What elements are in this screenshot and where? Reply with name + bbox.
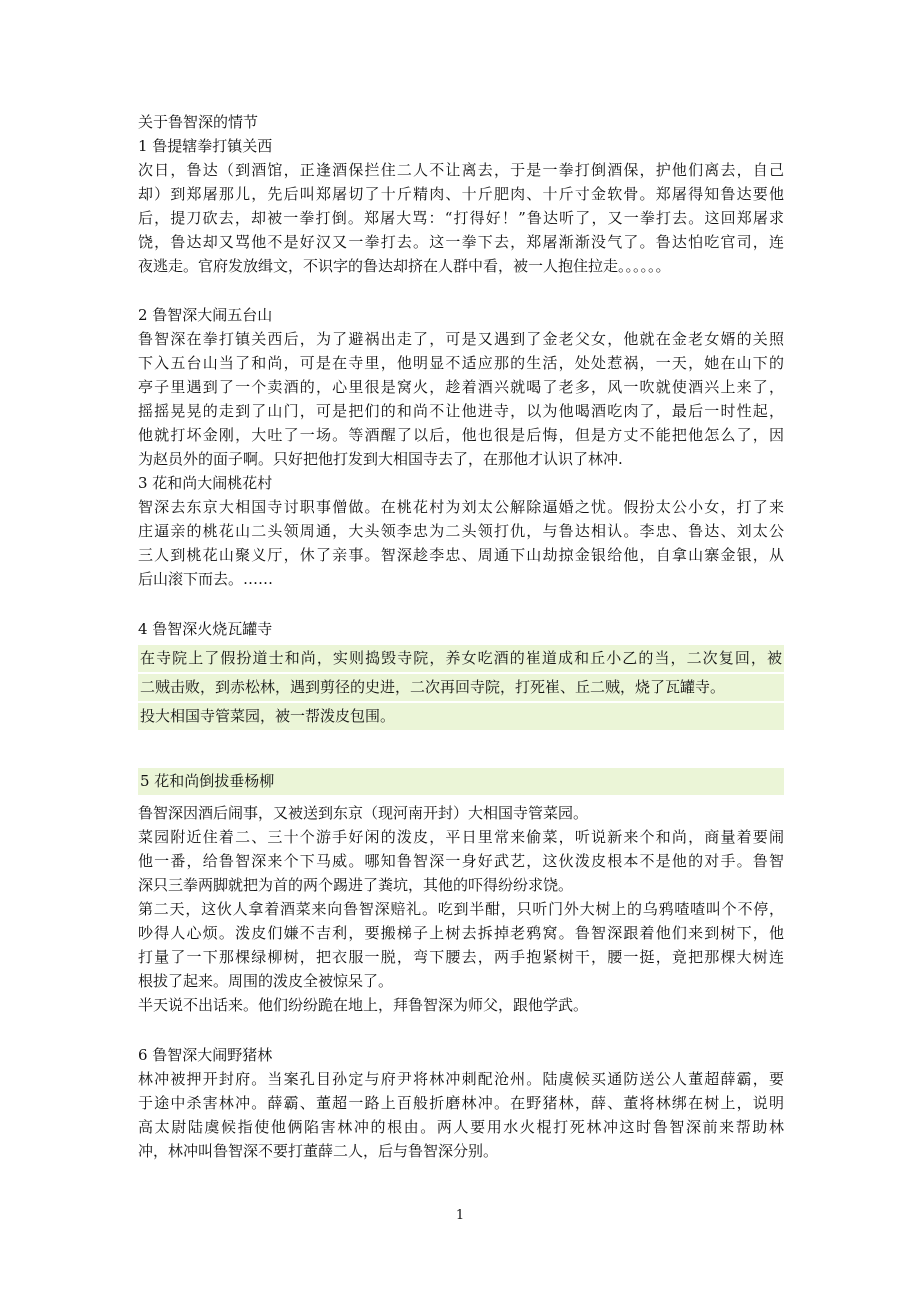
section-1: [138, 134, 784, 278]
paragraph-line: 第二天，这伙人拿着酒菜来向鲁智深赔礼。吃到半酣，只听门外大树上的乌鸦喳喳叫个不停，: [138, 900, 784, 918]
paragraph-line: 后山滚下而去。……: [138, 570, 274, 588]
paragraph-line: 他一番，给鲁智深来个下马威。哪知鲁智深一身好武艺，这伙泼皮根本不是他的对手。鲁智: [138, 852, 784, 870]
paragraph-line: 菜园附近住着二、三十个游手好闲的泼皮，平日里常来偷菜，听说新来个和尚，商量着要闹: [138, 828, 784, 846]
paragraph-line: 吵得人心烦。泼皮们嫌不吉利，要搬梯子上树去拆掉老鸦窝。鲁智深跟着他们来到树下，他: [138, 924, 784, 942]
paragraph-line: 夜逃走。官府发放缉文，不识字的鲁达却挤在人群中看，被一人抱住拉走。。。。。。: [138, 257, 671, 275]
paragraph-line: 为赵员外的面子啊。只好把他打发到大相国寺去了，在那他才认识了林冲.: [138, 450, 623, 468]
paragraph-line: 根拔了起来。周围的泼皮全被惊呆了。: [138, 972, 394, 990]
section-5: [138, 768, 784, 1017]
section-heading: 2 鲁智深大闹五台山: [138, 306, 273, 324]
paragraph-line: 三人到桃花山聚义厅，休了亲事。智深趁李忠、周通下山劫掠金银给他，自拿山寨金银，从: [138, 546, 784, 564]
paragraph-line: 冲，林冲叫鲁智深不要打董薛二人，后与鲁智深分别。: [138, 1142, 499, 1160]
document-title: 关于鲁智深的情节: [138, 113, 259, 131]
paragraph-line: 他就打坏金刚，大吐了一场。等酒醒了以后，他也很是后悔，但是方丈不能把他怎么了，因: [138, 426, 784, 444]
section-heading: 5 花和尚倒拔垂杨柳: [138, 768, 784, 795]
paragraph-line: 次日，鲁达（到酒馆，正逢酒保拦住二人不让离去，于是一拳打倒酒保，护他们离去，自己: [138, 161, 784, 179]
highlighted-line: 在寺院上了假扮道士和尚，实则捣毁寺院，养女吃酒的崔道成和丘小乙的当，二次复回，被: [138, 645, 784, 672]
highlighted-line: 投大相国寺管菜园，被一帮泼皮包围。: [138, 703, 784, 730]
paragraph-line: 摇摇晃晃的走到了山门，可是把们的和尚不让他进寺，以为他喝酒吃肉了，最后一时性起，: [138, 402, 784, 420]
paragraph-line: 庄逼亲的桃花山二头领周通，大头领李忠为二头领打仇，与鲁达相认。李忠、鲁达、刘太公: [138, 522, 784, 540]
section-6: [138, 1043, 784, 1163]
section-heading: 6 鲁智深大闹野猪林: [138, 1046, 273, 1064]
highlighted-line: 二贼击败，到赤松林，遇到剪径的史进，二次再回寺院，打死崔、丘二贼，烧了瓦罐寺。: [138, 674, 784, 701]
paragraph-line: 林冲被押开封府。当案孔目孙定与府尹将林冲刺配沧州。陆虞候买通防送公人董超薛霸，要: [138, 1070, 784, 1088]
paragraph-line: 打量了一下那棵绿柳树，把衣服一脱，弯下腰去，两手抱紧树干，腰一挺，竟把那棵大树连: [138, 948, 784, 966]
paragraph-line: 半天说不出话来。他们纷纷跪在地上，拜鲁智深为师父，跟他学武。: [138, 996, 589, 1014]
section-heading: 4 鲁智深火烧瓦罐寺: [138, 620, 273, 638]
section-3: [138, 471, 784, 591]
paragraph-line: 于途中杀害林冲。薛霸、董超一路上百般折磨林冲。在野猪林，薛、董将林绑在树上，说明: [138, 1094, 784, 1112]
paragraph-line: 饶，鲁达却又骂他不是好汉又一拳打去。这一拳下去，郑屠渐渐没气了。鲁达怕吃官司，连: [138, 233, 784, 251]
paragraph-line: 却）到郑屠那儿，先后叫郑屠切了十斤精肉、十斤肥肉、十斤寸金软骨。郑屠得知鲁达要他: [138, 185, 784, 203]
section-2: [138, 303, 784, 471]
page-number: 1: [455, 1208, 465, 1223]
section-heading: 1 鲁提辖拳打镇关西: [138, 137, 273, 155]
document-body: [138, 110, 784, 1163]
paragraph-line: 智深去东京大相国寺讨职事僧做。在桃花村为刘太公解除逼婚之忧。假扮太公小女，打了来: [138, 498, 784, 516]
section-heading: 3 花和尚大闹桃花村: [138, 474, 273, 492]
paragraph-line: 鲁智深因酒后闹事，又被送到东京（现河南开封）大相国寺管菜园。: [138, 804, 589, 822]
paragraph-line: 后，提刀砍去，却被一拳打倒。郑屠大骂：“打得好！”鲁达听了，又一拳打去。这回郑屠求: [138, 209, 784, 227]
paragraph-line: 高太尉陆虞候指使他俩陷害林冲的根由。两人要用水火棍打死林冲这时鲁智深前来帮助林: [138, 1118, 784, 1136]
paragraph-line: 亭子里遇到了一个卖酒的，心里很是窝火，趁着酒兴就喝了老多，风一吹就使酒兴上来了，: [138, 378, 784, 396]
paragraph-line: 鲁智深在拳打镇关西后，为了避祸出走了，可是又遇到了金老父女，他就在金老女婿的关照: [138, 330, 784, 348]
paragraph-line: 下入五台山当了和尚，可是在寺里，他明显不适应那的生活，处处惹祸，一天，她在山下的: [138, 354, 784, 372]
section-4: [138, 617, 784, 730]
paragraph-line: 深只三拳两脚就把为首的两个踢进了粪坑，其他的吓得纷纷求饶。: [138, 876, 574, 894]
